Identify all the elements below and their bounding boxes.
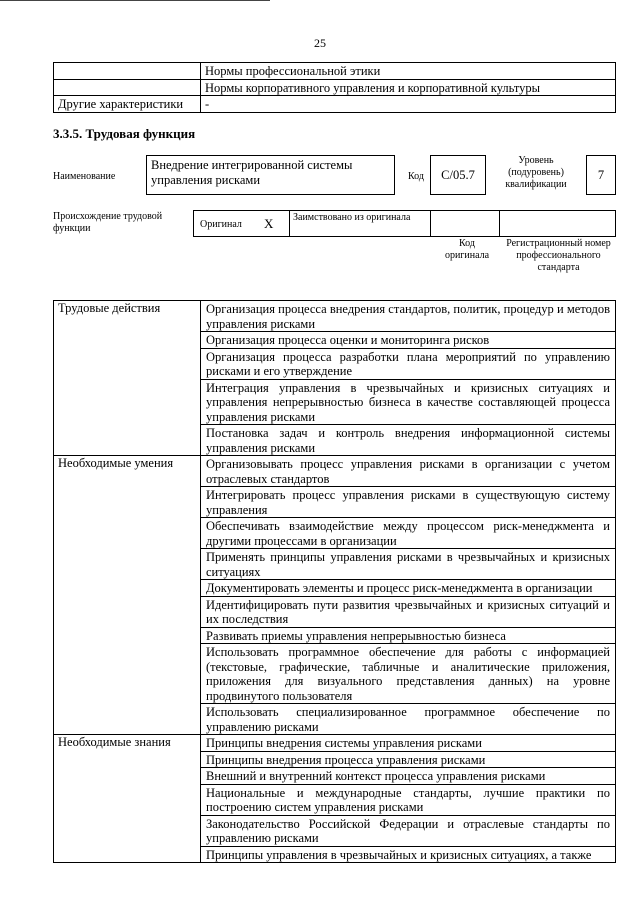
top-edge-line [0, 0, 270, 1]
table-cell-item: Организация процесса разработки плана мероприятий по управлению рисками и его утверждение [201, 348, 616, 379]
category-label: Необходимые знания [54, 735, 201, 863]
table-row [54, 96, 616, 113]
original-mark: X [264, 216, 274, 231]
original-code-caption: Код оригинала [444, 238, 490, 261]
table-row [54, 79, 616, 96]
qualification-level-label: Уровень (подуровень) квалификации [505, 155, 567, 190]
table-cell-item: Внешний и внутренний контекст процесса управления рисками [201, 768, 616, 785]
table-cell-item: Идентифицировать пути развития чрезвычайных и кризисных ситуаций и их последствия [201, 596, 616, 627]
table-cell-item: Законодательство Российской Федерации и отраслевые стандарты по управлению рисками [201, 815, 616, 846]
table-cell-item: Национальные и международные стандарты, лучшие практики по построению систем управления рисками [201, 784, 616, 815]
table-row [54, 63, 616, 80]
table-cell-left [54, 79, 201, 96]
name-label: Наименование [53, 171, 116, 182]
table-cell-item: Использовать программное обеспечение для работы с информацией (текстовые, графические, табличные и аналитические приложения, приложения для визуального представления данных) на уровне продвинутого пользователя [201, 644, 616, 704]
table-row [54, 456, 616, 487]
original-label: Оригинал [200, 219, 242, 230]
origin-label: Происхождение трудовой функции [53, 211, 163, 234]
table-cell-right: - [201, 96, 616, 113]
table-cell-item: Принципы внедрения процесса управления рисками [201, 751, 616, 768]
function-name-box: Внедрение интегрированной системы управления рисками [146, 155, 395, 195]
previous-function-table-tail [53, 62, 616, 113]
page-number: 25 [314, 36, 326, 50]
table-cell-item: Принципы внедрения системы управления рисками [201, 735, 616, 752]
table-row [54, 301, 616, 332]
table-cell-item: Постановка задач и контроль внедрения информационной системы управления рисками [201, 425, 616, 456]
table-cell-item: Документировать элементы и процесс риск-менеджмента в организации [201, 580, 616, 597]
table-cell-item: Интеграция управления в чрезвычайных и кризисных ситуациях и управления непрерывностью бизнеса в качестве составляющей процесса управления рисками [201, 379, 616, 425]
table-cell-item: Применять принципы управления рисками в чрезвычайных и кризисных ситуациях [201, 549, 616, 580]
code-value-box: С/05.7 [430, 155, 486, 195]
table-cell-item: Интегрировать процесс управления рисками в существующую систему управления [201, 487, 616, 518]
table-cell-item: Развивать приемы управления непрерывностью бизнеса [201, 627, 616, 644]
registration-number-cell [499, 210, 616, 237]
table-cell-item: Использовать специализированное программное обеспечение по управлению рисками [201, 704, 616, 735]
table-cell-right: Нормы корпоративного управления и корпоративной культуры [201, 79, 616, 96]
table-cell-item: Организация процесса оценки и мониторинга рисков [201, 332, 616, 349]
borrowed-cell: Заимствовано из оригинала [289, 210, 431, 237]
original-cell [193, 210, 290, 237]
registration-number-caption: Регистрационный номер профессионального стандарта [506, 238, 611, 273]
table-row [54, 735, 616, 752]
table-cell-item: Обеспечивать взаимодействие между процессом риск-менеджмента и другими процессами в организации [201, 518, 616, 549]
qualification-level-box: 7 [586, 155, 616, 195]
labor-function-table [53, 300, 616, 863]
table-cell-left [54, 63, 201, 80]
category-label: Необходимые умения [54, 456, 201, 735]
origin-table [193, 210, 616, 237]
table-cell-item: Принципы управления в чрезвычайных и кризисных ситуациях, а также [201, 846, 616, 863]
section-title: 3.3.5. Трудовая функция [53, 126, 196, 141]
table-cell-item: Организация процесса внедрения стандартов, политик, процедур и методов управления рисками [201, 301, 616, 332]
original-code-cell [430, 210, 500, 237]
category-label: Трудовые действия [54, 301, 201, 456]
table-cell-item: Организовывать процесс управления рисками в организации с учетом отраслевых стандартов [201, 456, 616, 487]
code-label: Код [408, 171, 424, 182]
table-cell-right: Нормы профессиональной этики [201, 63, 616, 80]
table-cell-left: Другие характеристики [54, 96, 201, 113]
